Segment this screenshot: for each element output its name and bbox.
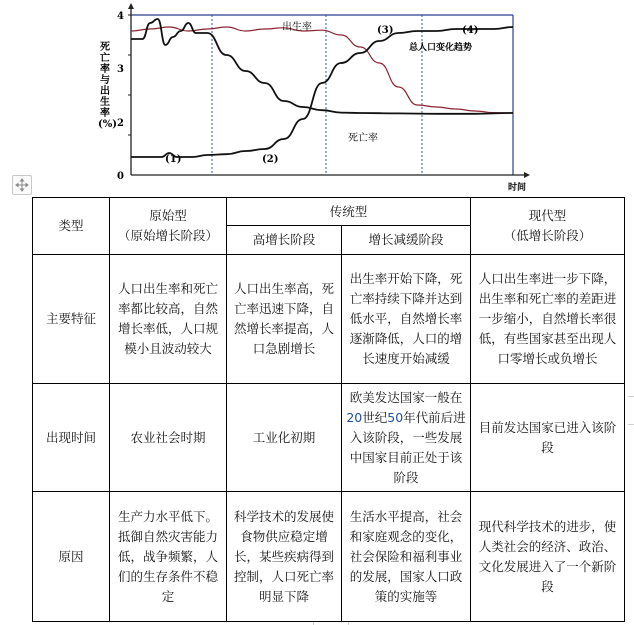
header-modern-subtitle: （低增长阶段） — [503, 228, 592, 243]
x-axis-arrow-icon — [524, 172, 530, 178]
series-layer — [131, 19, 513, 157]
series-line-0 — [131, 27, 513, 113]
stage-2-label: (2) — [262, 154, 279, 165]
cell-modern-cause: 现代科学技术的进步，使人类社会的经济、政治、文化发展进入了一个新阶段 — [471, 492, 625, 622]
header-modern-title: 现代型 — [528, 208, 567, 223]
header-primitive-title: 原始型 — [149, 208, 187, 223]
header-slowing-growth: 增长减缓阶段 — [342, 226, 471, 255]
demographic-transition-chart — [0, 0, 634, 195]
stage-3-label: (3) — [377, 25, 394, 36]
y-axis-arrow-icon — [128, 3, 134, 9]
cell-slowing-growth-cause: 生活水平提高，社会和家庭观念的变化，社会保险和福利事业的发展，国家人口政策的实施等 — [342, 492, 471, 622]
header-traditional: 传统型 — [227, 198, 471, 226]
cell-high-growth-cause: 科学技术的发展使食物供应稳定增长，某些疾病得到控制，人口死亡率明显下降 — [227, 492, 342, 622]
stage-4-label: (4) — [462, 25, 479, 36]
table-header-row-1 — [33, 198, 625, 226]
table-row — [33, 492, 625, 622]
decade-number: 50 — [387, 409, 404, 425]
chart-canvas — [0, 0, 634, 195]
row-label-time: 出现时间 — [33, 384, 110, 492]
cell-high-growth-features: 人口出生率高，死亡率迅速下降，自然增长率提高，人口急剧增长 — [227, 255, 342, 384]
y-tick-0: 0 — [117, 171, 124, 182]
table-row — [33, 384, 625, 492]
header-high-growth: 高增长阶段 — [227, 226, 342, 255]
table-row — [33, 255, 625, 384]
x-axis-title: 时间 — [508, 183, 527, 193]
cell-primitive-features: 人口出生率和死亡率都比较高，自然增长率低，人口规模小且波动较大 — [110, 255, 227, 384]
y-tick-4: 4 — [117, 11, 124, 22]
cell-slowing-growth-features: 出生率开始下降，死亡率持续下降并达到低水平，自然增长率逐渐降低，人口的增长速度开始减缓 — [342, 255, 471, 384]
cell-primitive-cause: 生产力水平低下。抵御自然灾害能力低，战争频繁，人们的生存条件不稳定 — [110, 492, 227, 622]
cell-modern-features: 人口出生率进一步下降，出生率和死亡率的差距进一步缩小，自然增长率很低，有些国家甚至出现人口零增长或负增长 — [471, 255, 625, 384]
page-edge-mark — [628, 396, 634, 397]
text-part: 欧美发达国家一般在 — [349, 389, 463, 405]
cell-modern-time: 目前发达国家已进入该阶段 — [471, 384, 625, 492]
death-rate-label: 死亡率 — [348, 133, 378, 144]
header-primitive — [110, 198, 227, 255]
page-edge-mark — [628, 424, 634, 425]
table-move-handle[interactable] — [12, 175, 32, 195]
move-arrows-icon — [15, 178, 29, 192]
header-primitive-subtitle: （原始增长阶段） — [117, 228, 218, 243]
y-tick-2: 2 — [117, 118, 124, 129]
row-label-features: 主要特征 — [33, 255, 110, 384]
series-line-1 — [131, 19, 513, 114]
stage-1-label: (1) — [165, 154, 182, 165]
birth-rate-label: 出生率 — [282, 22, 312, 33]
text-part: 世纪 — [362, 409, 388, 425]
y-tick-3: 3 — [117, 64, 124, 75]
y-axis-title: 死亡率与出生率(%) — [98, 42, 117, 130]
header-modern — [471, 198, 625, 255]
cell-primitive-time: 农业社会时期 — [110, 384, 227, 492]
cell-high-growth-time: 工业化初期 — [227, 384, 342, 492]
year-number: 20 — [346, 409, 363, 425]
population-growth-pattern-table — [32, 197, 625, 622]
text-part: 年代前后进入该阶段，一些发展中国家目前正处于该阶段 — [349, 409, 466, 485]
population-trend-label: 总人口变化趋势 — [409, 43, 473, 53]
header-type: 类型 — [33, 198, 110, 255]
row-label-cause: 原因 — [33, 492, 110, 622]
cell-slowing-growth-time — [342, 384, 471, 492]
